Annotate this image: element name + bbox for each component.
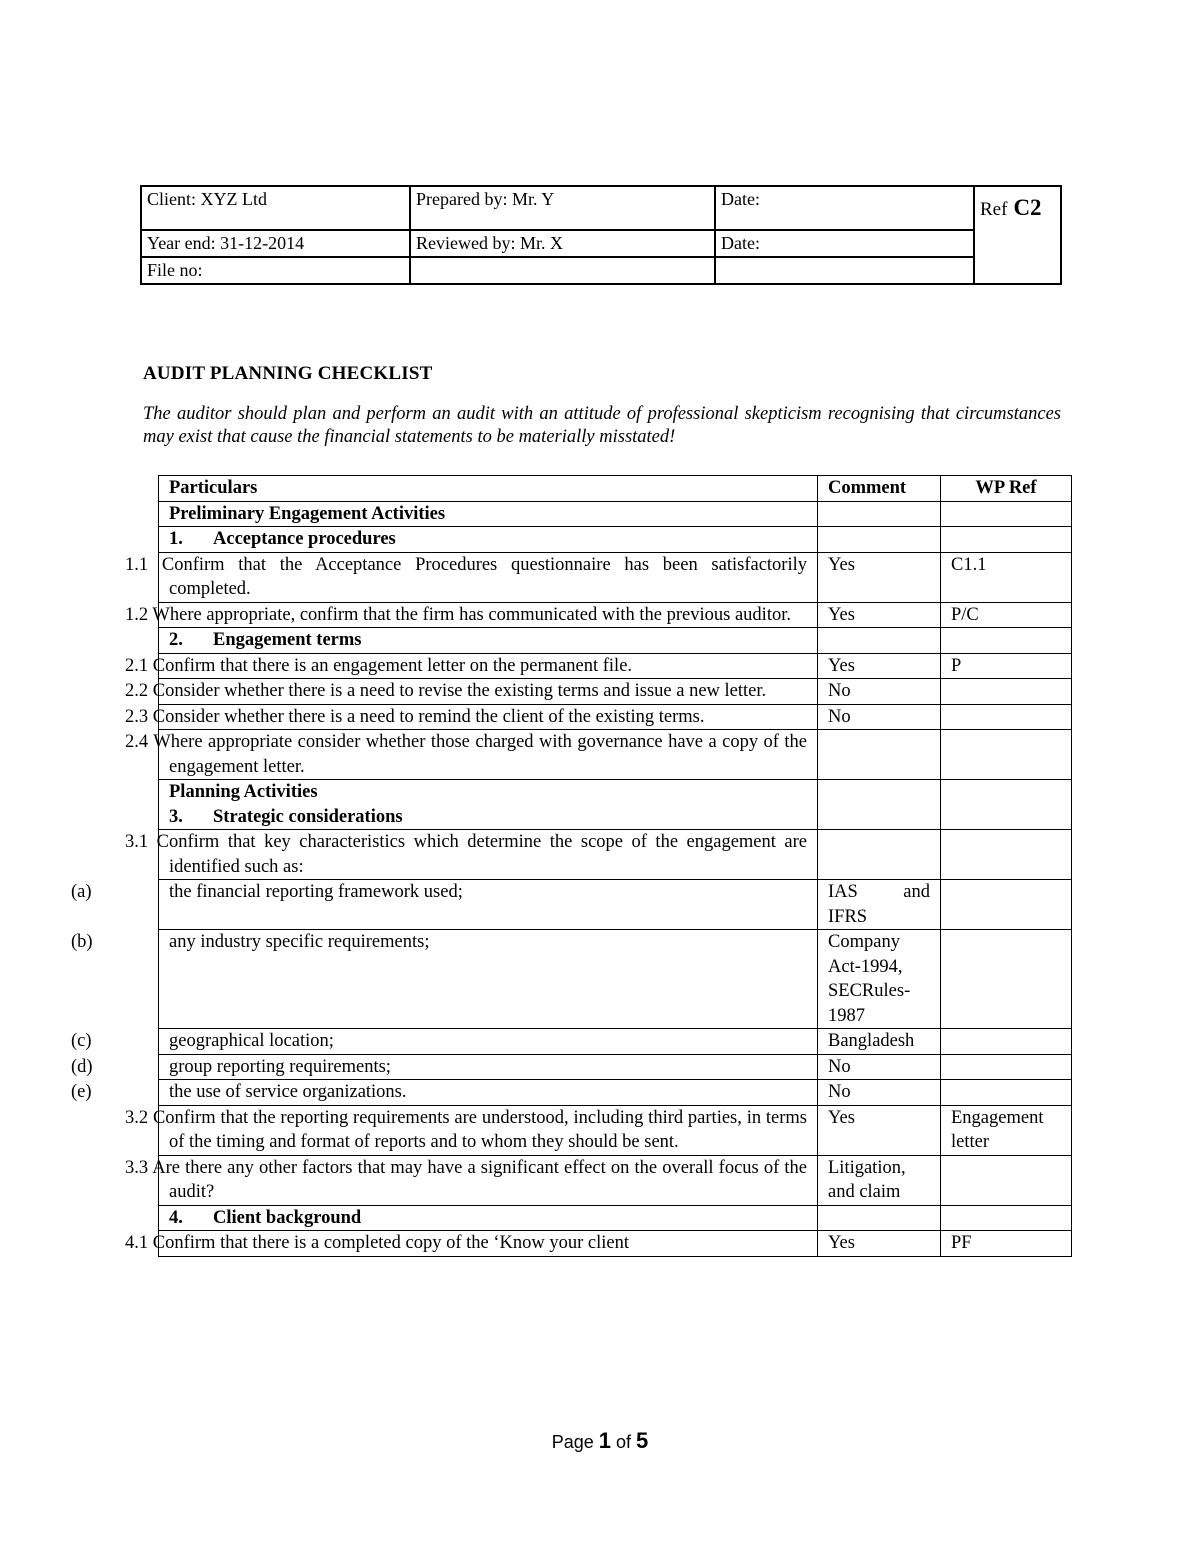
table-row [159, 780, 1072, 830]
heading-number: 3. [169, 806, 183, 827]
section-title: Preliminary Engagement Activities [169, 503, 446, 524]
table-row [159, 1080, 1072, 1106]
page-footer [0, 1428, 1200, 1454]
item-text: 1.2 Where appropriate, confirm that the firm has communicated with the previous auditor. [125, 604, 791, 625]
wp-ref-cell [941, 1054, 1072, 1080]
reviewed-by-cell: Reviewed by: Mr. X [410, 230, 715, 257]
header-info-table [140, 185, 1062, 285]
wp-ref-cell [941, 1205, 1072, 1231]
comment-cell: Yes [818, 552, 941, 602]
comment-cell: IAS and IFRS [818, 880, 941, 930]
particulars-cell [159, 501, 818, 527]
wp-ref-cell [941, 704, 1072, 730]
heading-number: 1. [169, 529, 183, 549]
particulars-cell [125, 552, 818, 602]
table-header-row [159, 476, 1072, 502]
comment-cell [818, 830, 941, 880]
comment-cell [818, 628, 941, 654]
particulars-cell [125, 653, 818, 679]
comment-cell: Company Act-1994, SECRules-1987 [818, 930, 941, 1029]
particulars-cell [125, 704, 818, 730]
comment-cell [818, 730, 941, 780]
wp-ref-cell [941, 780, 1072, 830]
wp-ref-cell [941, 830, 1072, 880]
comment-cell: Yes [818, 602, 941, 628]
item-text: 2.4 Where appropriate consider whether those charged with governance have a copy of the engagement letter. [125, 732, 807, 777]
table-row [159, 1054, 1072, 1080]
table-row [159, 653, 1072, 679]
wp-ref-cell [941, 1155, 1072, 1205]
empty-cell [715, 257, 974, 284]
ref-cell [974, 186, 1061, 284]
item-text: 3.2 Confirm that the reporting requirements are understood, including third parties, in terms of the timing and format of reports and to whom they should be sent. [125, 1107, 807, 1152]
particulars-cell [71, 1080, 818, 1106]
table-row [159, 830, 1072, 880]
sub-letter: (e) [71, 1082, 92, 1102]
ref-value: C2 [1013, 195, 1042, 220]
wp-ref-cell [941, 501, 1072, 527]
wp-ref-cell [941, 880, 1072, 930]
empty-cell [410, 257, 715, 284]
date-cell-2: Date: [715, 230, 974, 257]
comment-cell [818, 527, 941, 553]
particulars-cell [71, 930, 818, 1029]
table-row [159, 527, 1072, 553]
col-header-particulars: Particulars [159, 476, 818, 502]
particulars-cell [125, 830, 818, 880]
checklist-table [71, 475, 1072, 1257]
comment-cell: Yes [818, 1231, 941, 1257]
particulars-cell [125, 1155, 818, 1205]
heading-number: 2. [169, 630, 183, 650]
page-word: Page [551, 1432, 594, 1452]
sub-text: the financial reporting framework used; [169, 882, 463, 902]
table-row [159, 880, 1072, 930]
wp-ref-cell [941, 628, 1072, 654]
particulars-cell [71, 1054, 818, 1080]
item-text: 3.3 Are there any other factors that may have a significant effect on the overall focus of the audit? [125, 1157, 807, 1202]
table-row [159, 1155, 1072, 1205]
page-number: 1 [598, 1428, 611, 1453]
particulars-cell [125, 730, 818, 780]
wp-ref-cell: Engagement letter [941, 1105, 1072, 1155]
comment-cell [818, 1205, 941, 1231]
comment-cell: Yes [818, 653, 941, 679]
wp-ref-cell [941, 730, 1072, 780]
year-end-cell: Year end: 31-12-2014 [141, 230, 410, 257]
item-text: 2.3 Consider whether there is a need to remind the client of the existing terms. [125, 706, 705, 727]
heading-title: Acceptance procedures [213, 529, 396, 549]
heading-title: Engagement terms [213, 630, 362, 650]
item-text: 2.2 Consider whether there is a need to revise the existing terms and issue a new letter. [125, 681, 767, 701]
particulars-cell [125, 1231, 818, 1257]
section-title: Planning Activities [169, 782, 318, 802]
page-title: AUDIT PLANNING CHECKLIST [143, 363, 433, 384]
table-row [159, 679, 1072, 705]
sub-letter: (b) [71, 932, 93, 952]
item-text: 3.1 Confirm that key characteristics which determine the scope of the engagement are identified such as: [125, 832, 807, 877]
particulars-cell [125, 602, 818, 628]
particulars-cell [159, 1205, 818, 1231]
table-row [159, 602, 1072, 628]
comment-cell: No [818, 1080, 941, 1106]
heading-title: Client background [213, 1207, 362, 1228]
ref-label: Ref [980, 199, 1008, 220]
particulars-cell [159, 780, 818, 830]
comment-cell: Bangladesh [818, 1029, 941, 1055]
table-row [159, 730, 1072, 780]
of-word: of [616, 1432, 632, 1452]
item-text: 4.1 Confirm that there is a completed copy of the ‘Know your client [125, 1233, 629, 1253]
wp-ref-cell: C1.1 [941, 552, 1072, 602]
table-row [159, 1205, 1072, 1231]
prepared-by-cell: Prepared by: Mr. Y [410, 186, 715, 230]
comment-cell: Yes [818, 1105, 941, 1155]
page-total: 5 [636, 1428, 649, 1453]
wp-ref-cell: P/C [941, 602, 1072, 628]
item-text: 1.1 Confirm that the Acceptance Procedures questionnaire has been satisfactorily completed. [125, 554, 807, 599]
wp-ref-cell [941, 527, 1072, 553]
table-row [159, 704, 1072, 730]
client-cell: Client: XYZ Ltd [141, 186, 410, 230]
heading-number: 4. [169, 1207, 183, 1228]
wp-ref-cell: PF [941, 1231, 1072, 1257]
sub-text: geographical location; [169, 1031, 334, 1051]
sub-letter: (a) [71, 882, 92, 902]
particulars-cell [71, 880, 818, 930]
table-row [159, 552, 1072, 602]
wp-ref-cell [941, 1080, 1072, 1106]
file-no-cell: File no: [141, 257, 410, 284]
particulars-cell [71, 1029, 818, 1055]
table-row [159, 1029, 1072, 1055]
item-text: 2.1 Confirm that there is an engagement letter on the permanent file. [125, 655, 633, 676]
table-row [159, 628, 1072, 654]
col-header-wp-ref: WP Ref [941, 476, 1072, 502]
heading-line [169, 805, 807, 830]
sub-text: any industry specific requirements; [169, 932, 430, 952]
comment-cell: Litigation, and claim [818, 1155, 941, 1205]
particulars-cell [159, 628, 818, 654]
heading-title: Strategic considerations [213, 806, 403, 827]
sub-letter: (d) [71, 1056, 93, 1077]
col-header-comment: Comment [818, 476, 941, 502]
comment-cell: No [818, 1054, 941, 1080]
comment-cell: No [818, 679, 941, 705]
wp-ref-cell [941, 930, 1072, 1029]
wp-ref-cell: P [941, 653, 1072, 679]
comment-cell [818, 501, 941, 527]
particulars-cell [125, 1105, 818, 1155]
table-row [159, 501, 1072, 527]
comment-cell: No [818, 704, 941, 730]
table-row [159, 930, 1072, 1029]
date-cell-1: Date: [715, 186, 974, 230]
intro-paragraph: The auditor should plan and perform an audit with an attitude of professional skepticism recognising that circumstances may exist that cause the financial statements to be materially misstated! [143, 404, 1061, 447]
table-row [159, 1231, 1072, 1257]
comment-cell [818, 780, 941, 830]
table-row [159, 1105, 1072, 1155]
wp-ref-cell [941, 1029, 1072, 1055]
sub-text: the use of service organizations. [169, 1082, 407, 1102]
particulars-cell [125, 679, 818, 705]
sub-text: group reporting requirements; [169, 1056, 391, 1077]
sub-letter: (c) [71, 1031, 92, 1051]
checklist-body [71, 501, 1072, 1256]
wp-ref-cell [941, 679, 1072, 705]
particulars-cell [159, 527, 818, 553]
